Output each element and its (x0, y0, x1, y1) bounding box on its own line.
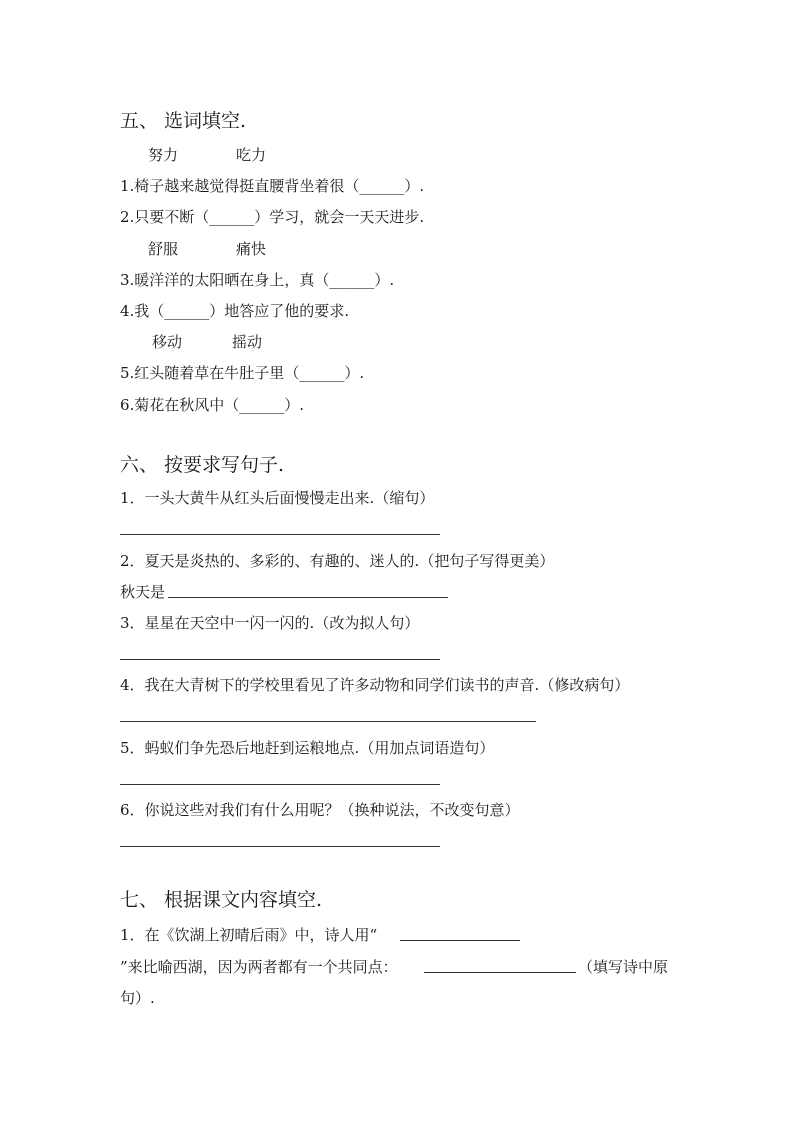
word-option-chili: 吃力 (236, 146, 267, 164)
s5-question-6: 6.菊花在秋风中（______）. (120, 396, 305, 414)
answer-line-3[interactable] (120, 659, 440, 660)
word-option-yidong: 移动 (152, 333, 183, 351)
s7-question-1-part-d: 句）. (120, 989, 155, 1007)
section-7-title: 七、 根据课文内容填空. (120, 889, 323, 911)
section-6-title: 六、 按要求写句子. (120, 454, 285, 476)
s6-question-1: 1．一头大黄牛从红头后面慢慢走出来.（缩句） (120, 489, 435, 507)
section-5-title: 五、 选词填空. (120, 110, 247, 132)
s6-question-4: 4．我在大青树下的学校里看见了许多动物和同学们读书的声音.（修改病句） (120, 676, 630, 694)
s7-question-1-part-c: （填写诗中原 (578, 958, 669, 976)
s6-question-6: 6．你说这些对我们有什么用呢？（换种说法，不改变句意） (120, 801, 520, 819)
s5-question-4: 4.我（______）地答应了他的要求. (120, 302, 350, 320)
s6-question-3: 3．星星在天空中一闪一闪的.（改为拟人句） (120, 614, 420, 632)
s6-question-2: 2．夏天是炎热的、多彩的、有趣的、迷人的.（把句子写得更美） (120, 552, 555, 570)
s5-question-1: 1.椅子越来越觉得挺直腰背坐着很（______）. (120, 177, 425, 195)
answer-line-5[interactable] (120, 784, 440, 785)
word-option-yaodong: 摇动 (232, 333, 263, 351)
word-option-shufu: 舒服 (148, 240, 179, 258)
answer-line-6[interactable] (120, 846, 440, 847)
answer-line-4[interactable] (120, 721, 536, 722)
s6-question-2-prefix: 秋天是 (120, 583, 166, 601)
s5-question-5: 5.红头随着草在牛肚子里（______）. (120, 364, 365, 382)
answer-line-2[interactable] (168, 597, 448, 598)
answer-line-1[interactable] (120, 534, 440, 535)
answer-line-7a[interactable] (400, 940, 520, 941)
s5-question-2: 2.只要不断（______）学习，就会一天天进步. (120, 208, 425, 226)
word-option-tongkuai: 痛快 (236, 240, 267, 258)
s6-question-5: 5．蚂蚁们争先恐后地赶到运粮地点.（用加点词语造句） (120, 739, 495, 757)
s7-question-1-part-a: 1．在《饮湖上初晴后雨》中，诗人用“ (120, 926, 378, 944)
answer-line-7b[interactable] (424, 972, 576, 973)
s5-question-3: 3.暖洋洋的太阳晒在身上，真（______）. (120, 271, 395, 289)
word-option-nuli: 努力 (148, 146, 179, 164)
s7-question-1-part-b: ”来比喻西湖，因为两者都有一个共同点： (120, 958, 398, 976)
